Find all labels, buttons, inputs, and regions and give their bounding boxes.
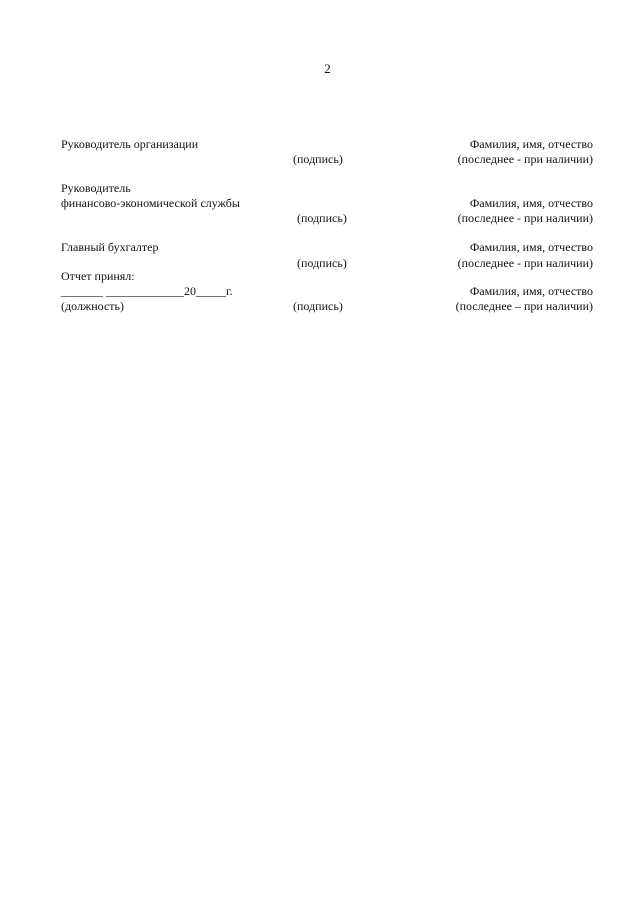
head-position-label: Руководитель организации	[61, 137, 199, 151]
head-name-label: Фамилия, имя, отчество	[469, 137, 593, 151]
chief-accountant-name-hint: (последнее - при наличии)	[457, 256, 593, 270]
accepted-title: Отчет принял:	[61, 269, 135, 283]
finance-head-name-label: Фамилия, имя, отчество	[469, 196, 593, 210]
chief-accountant-signature-label: (подпись)	[297, 256, 347, 270]
head-signature-label: (подпись)	[293, 152, 343, 166]
accepted-position-label: (должность)	[61, 299, 124, 313]
chief-accountant-name-label: Фамилия, имя, отчество	[469, 240, 593, 254]
accepted-date-line: _______ _____________20_____г.	[61, 284, 233, 298]
accepted-name-label: Фамилия, имя, отчество	[469, 284, 593, 298]
accepted-name-hint: (последнее – при наличии)	[455, 299, 593, 313]
chief-accountant-position-label: Главный бухгалтер	[61, 240, 159, 254]
finance-head-position-label-line2: финансово-экономической службы	[61, 196, 240, 210]
page-number: 2	[324, 61, 331, 76]
head-name-hint: (последнее - при наличии)	[457, 152, 593, 166]
finance-head-signature-label: (подпись)	[297, 211, 347, 225]
finance-head-position-label-line1: Руководитель	[61, 181, 131, 195]
finance-head-name-hint: (последнее - при наличии)	[457, 211, 593, 225]
accepted-signature-label: (подпись)	[293, 299, 343, 313]
